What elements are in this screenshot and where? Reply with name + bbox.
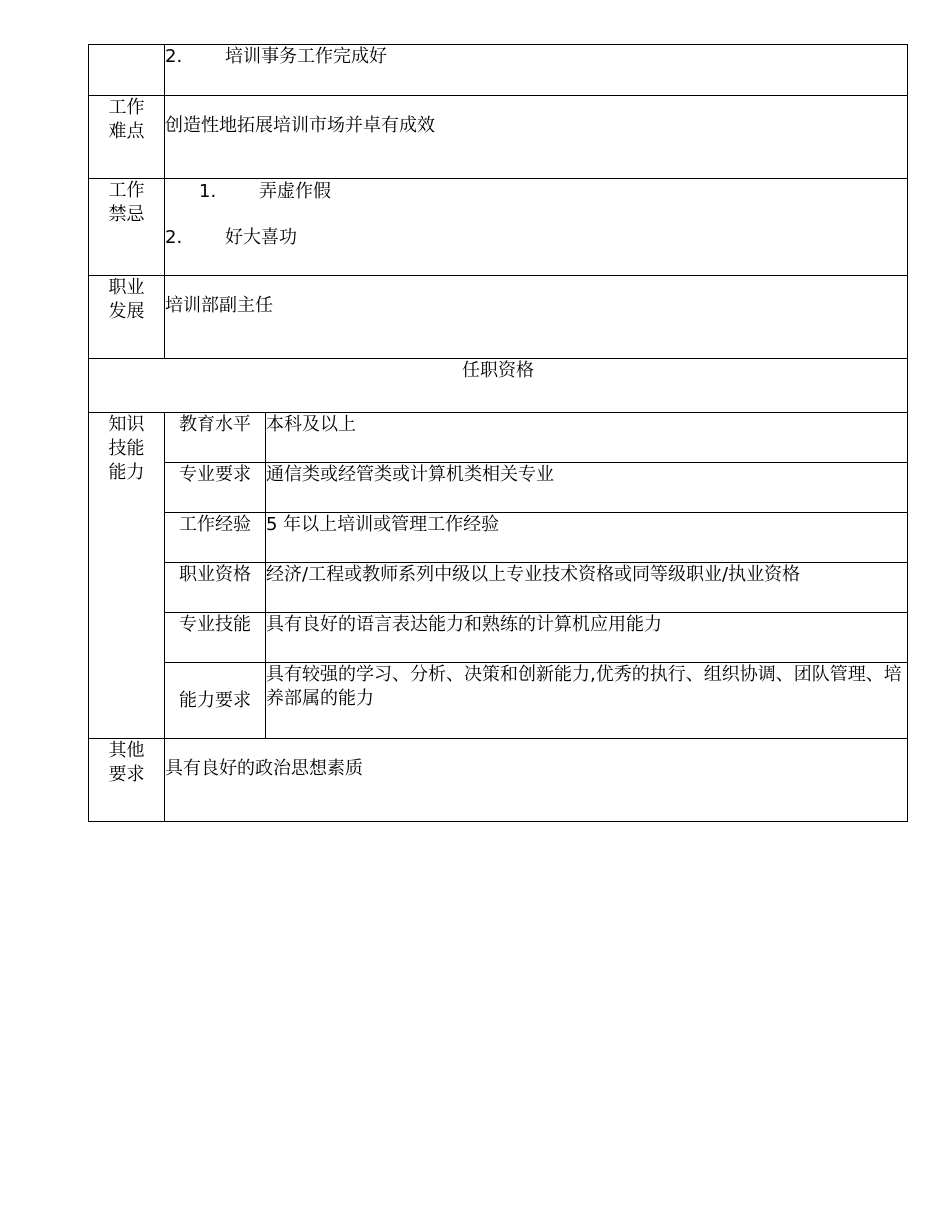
list-item: 2. 好大喜功 <box>165 227 297 248</box>
major-label: 专业要求 <box>165 463 266 513</box>
certification-value: 经济/工程或教师系列中级以上专业技术资格或同等级职业/执业资格 <box>266 563 908 613</box>
education-value: 本科及以上 <box>266 413 908 463</box>
other-row <box>89 739 908 822</box>
education-label: 教育水平 <box>165 413 266 463</box>
difficulty-row <box>89 96 908 179</box>
goal-label-cell <box>89 45 165 96</box>
knowledge-skill-label: 知识 技能 能力 <box>89 413 165 739</box>
career-label: 职业 发展 <box>89 276 165 359</box>
career-row <box>89 276 908 359</box>
other-label: 其他 要求 <box>89 739 165 822</box>
list-item: 2. 培训事务工作完成好 <box>165 46 387 67</box>
certification-label: 职业资格 <box>165 563 266 613</box>
goal-content-cell <box>165 45 908 96</box>
taboo-row <box>89 179 908 276</box>
taboo-content <box>165 179 908 276</box>
table-row <box>89 563 908 613</box>
other-content: 具有良好的政治思想素质 <box>165 739 908 822</box>
table-row <box>89 663 908 739</box>
major-value: 通信类或经管类或计算机类相关专业 <box>266 463 908 513</box>
list-item: 1. 弄虚作假 <box>199 181 331 202</box>
difficulty-label: 工作 难点 <box>89 96 165 179</box>
job-description-table <box>88 44 908 822</box>
experience-value: 5 年以上培训或管理工作经验 <box>266 513 908 563</box>
table-row <box>89 463 908 513</box>
table-row <box>89 613 908 663</box>
qualification-header-row <box>89 359 908 413</box>
ability-label: 能力要求 <box>165 663 266 739</box>
goal-continuation-row <box>89 45 908 96</box>
section-title: 任职资格 <box>89 359 908 413</box>
difficulty-content: 创造性地拓展培训市场并卓有成效 <box>165 96 908 179</box>
career-content: 培训部副主任 <box>165 276 908 359</box>
skill-value: 具有良好的语言表达能力和熟练的计算机应用能力 <box>266 613 908 663</box>
taboo-label: 工作 禁忌 <box>89 179 165 276</box>
table-row <box>89 413 908 463</box>
table-row <box>89 513 908 563</box>
experience-label: 工作经验 <box>165 513 266 563</box>
ability-value: 具有较强的学习、分析、决策和创新能力,优秀的执行、组织协调、团队管理、培养部属的能力 <box>266 663 908 739</box>
skill-label: 专业技能 <box>165 613 266 663</box>
